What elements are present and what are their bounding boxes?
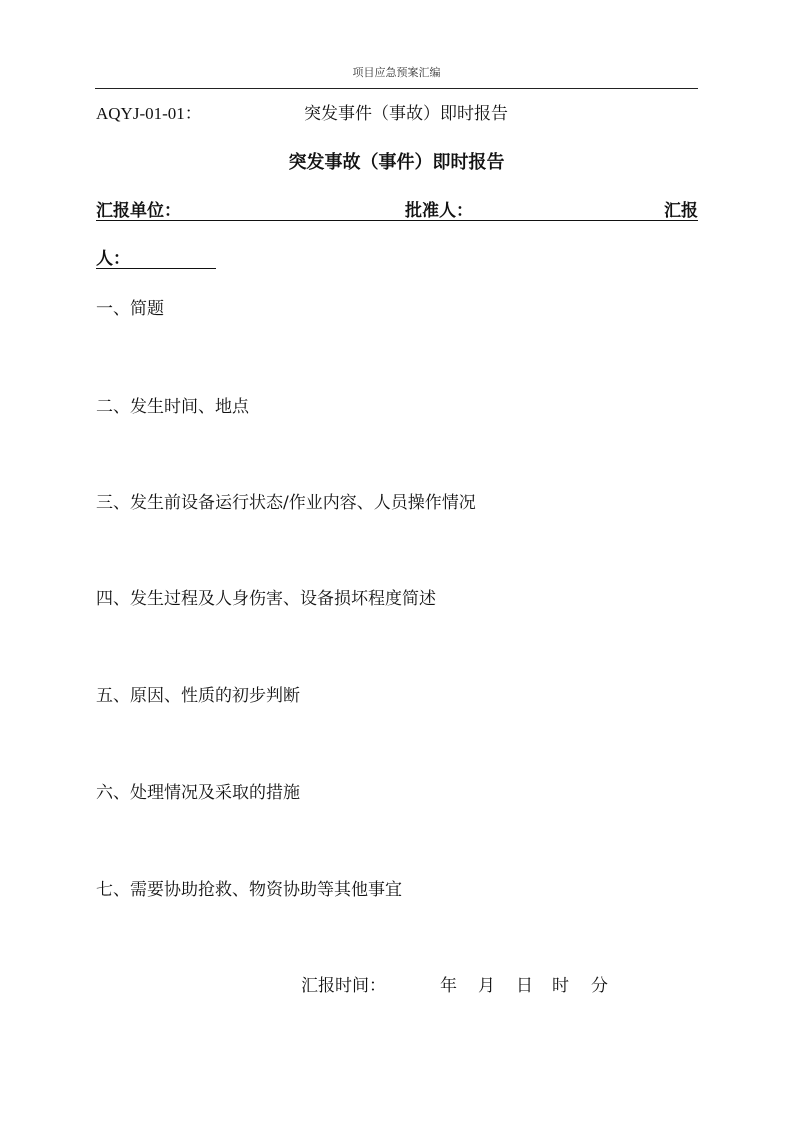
reporter-label-part1: 汇报	[664, 201, 698, 221]
section-heading-4: 四、发生过程及人身伤害、设备损坏程度简述	[96, 589, 436, 609]
report-time-day: 日	[516, 976, 533, 996]
section-heading-3: 三、发生前设备运行状态/作业内容、人员操作情况	[96, 493, 476, 513]
section-heading-5: 五、原因、性质的初步判断	[96, 686, 300, 706]
section-heading-2: 二、发生时间、地点	[96, 397, 249, 417]
section-heading-7: 七、需要协助抢救、物资协助等其他事宜	[96, 880, 402, 900]
document-code: AQYJ-01-01：	[96, 104, 202, 123]
reporting-unit-label: 汇报单位：	[96, 201, 181, 221]
report-time-year: 年	[440, 976, 457, 996]
document-subtitle: 突发事件（事故）即时报告	[304, 104, 508, 124]
report-time-label: 汇报时间：	[301, 976, 386, 996]
approver-label: 批准人：	[405, 201, 473, 221]
page-title: 突发事故（事件）即时报告	[288, 152, 505, 173]
reporter-info-line	[96, 196, 698, 221]
header-divider	[95, 88, 698, 89]
page-header-title: 项目应急预案汇编	[352, 66, 441, 79]
report-time-hour: 时	[552, 976, 569, 996]
report-time-minute: 分	[591, 976, 608, 996]
section-heading-6: 六、处理情况及采取的措施	[96, 783, 300, 803]
reporter-label-line: 人：	[96, 244, 216, 269]
section-heading-1: 一、简题	[96, 299, 164, 319]
report-time-month: 月	[478, 976, 495, 996]
